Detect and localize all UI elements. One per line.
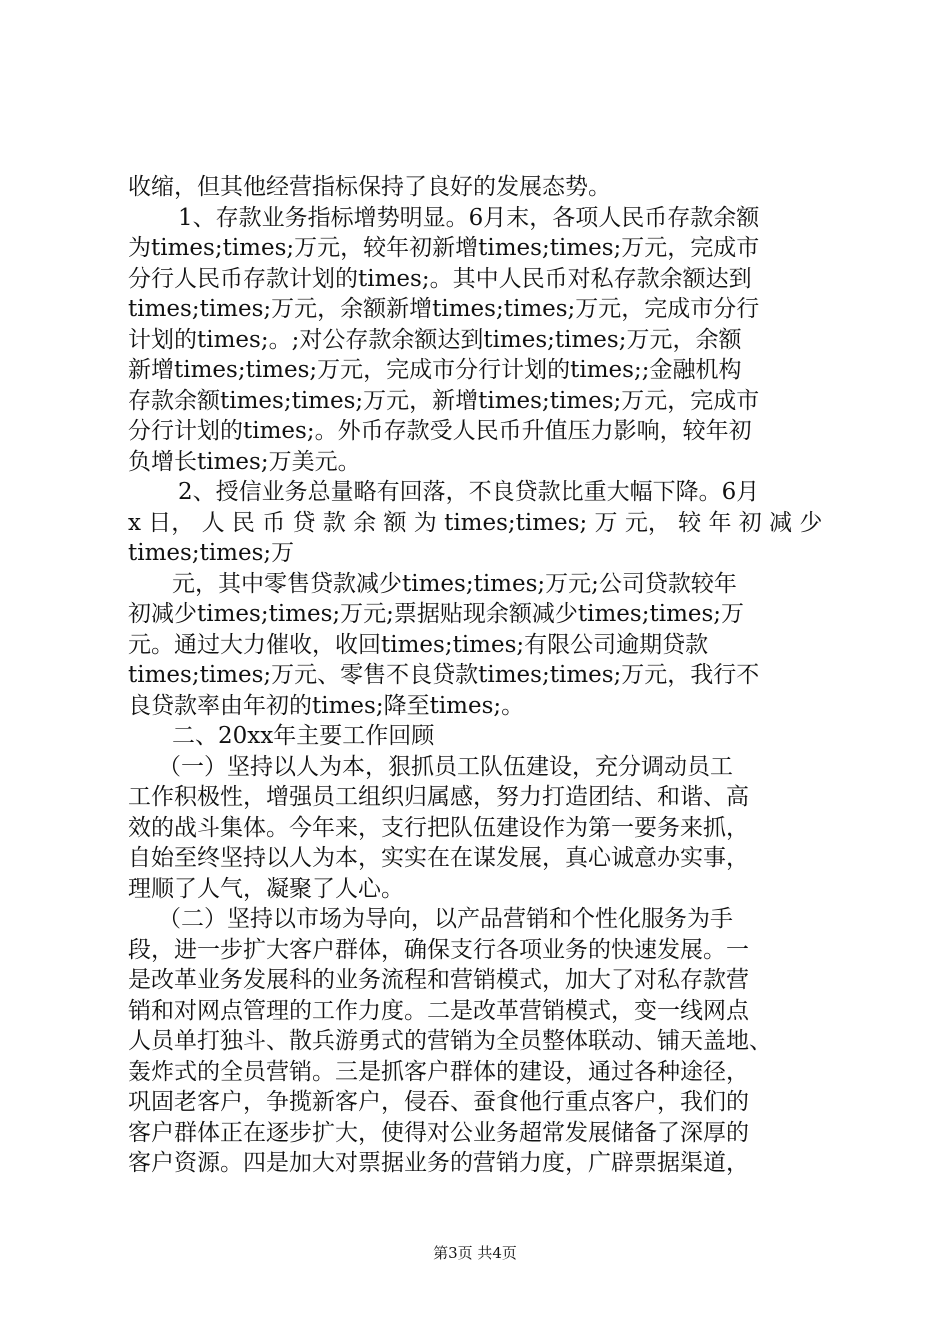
text-line: times;times;万	[128, 540, 295, 566]
text-line: 分行人民币存款计划的times;。其中人民币对私存款余额达到	[128, 265, 752, 292]
text-line: 2、授信业务总量略有回落，不良贷款比重大幅下降。6月	[178, 479, 760, 505]
text-line: 元，其中零售贷款减少times;times;万元;公司贷款较年	[172, 570, 737, 597]
text-line: 新增times;times;万元，完成市分行计划的times;;金融机构	[128, 357, 742, 383]
text-line: times;times;万元、零售不良贷款times;times;万元，我行不	[128, 662, 760, 688]
text-line: 人员单打独斗、散兵游勇式的营销为全员整体联动、铺天盖地、	[128, 1028, 772, 1054]
document-body	[128, 172, 828, 1179]
text-line: 工作积极性，增强员工组织归属感，努力打造团结、和谐、高	[128, 784, 749, 810]
text-line: 元。通过大力催收，收回times;times;有限公司逾期贷款	[128, 631, 709, 658]
page-footer: 第3页 共4页	[433, 1244, 517, 1262]
text-line: （二）坚持以市场为导向，以产品营销和个性化服务为手	[158, 906, 733, 932]
text-line: 良贷款率由年初的times;降至times;。	[128, 692, 525, 719]
text-line: 客户群体正在逐步扩大，使得对公业务超常发展储备了深厚的	[128, 1119, 749, 1146]
text-line: （一）坚持以人为本，狠抓员工队伍建设，充分调动员工	[158, 753, 733, 780]
text-line: 销和对网点管理的工作力度。二是改革营销模式，变一线网点	[128, 997, 749, 1024]
text-line: 巩固老客户，争揽新客户，侵吞、蚕食他行重点客户，我们的	[128, 1089, 749, 1115]
text-line: 1、存款业务指标增势明显。6月末，各项人民币存款余额	[178, 204, 760, 231]
text-line: 理顺了人气，凝聚了人心。	[128, 875, 404, 902]
text-line: 二、20xx年主要工作回顾	[172, 723, 435, 749]
text-line: 轰炸式的全员营销。三是抓客户群体的建设，通过各种途径，	[128, 1058, 749, 1085]
text-line: 是改革业务发展科的业务流程和营销模式，加大了对私存款营	[128, 967, 749, 993]
text-line: 分行计划的times;。外币存款受人民币升值压力影响，较年初	[128, 418, 752, 444]
text-line: 自始至终坚持以人为本，实实在在谋发展，真心诚意办实事，	[128, 845, 749, 871]
text-line: 计划的times;。;对公存款余额达到times;times;万元，余额	[128, 326, 742, 353]
text-line: 负增长times;万美元。	[128, 448, 361, 475]
text-line: 效的战斗集体。今年来，支行把队伍建设作为第一要务来抓，	[128, 814, 749, 841]
text-line: 收缩，但其他经营指标保持了良好的发展态势。	[128, 174, 611, 200]
text-line: 存款余额times;times;万元，新增times;times;万元，完成市	[128, 387, 760, 414]
text-line: times;times;万元，余额新增times;times;万元，完成市分行	[128, 296, 760, 322]
text-line: 客户资源。四是加大对票据业务的营销力度，广辟票据渠道，	[128, 1150, 749, 1176]
text-line: 为times;times;万元，较年初新增times;times;万元，完成市	[128, 235, 760, 261]
text-line: x 日， 人 民 币 贷 款 余 额 为 times;times; 万 元， 较 年 初 减 少	[128, 509, 823, 536]
text-line: 段，进一步扩大客户群体，确保支行各项业务的快速发展。一	[128, 936, 749, 963]
text-line: 初减少times;times;万元;票据贴现余额减少times;times;万	[128, 601, 745, 627]
